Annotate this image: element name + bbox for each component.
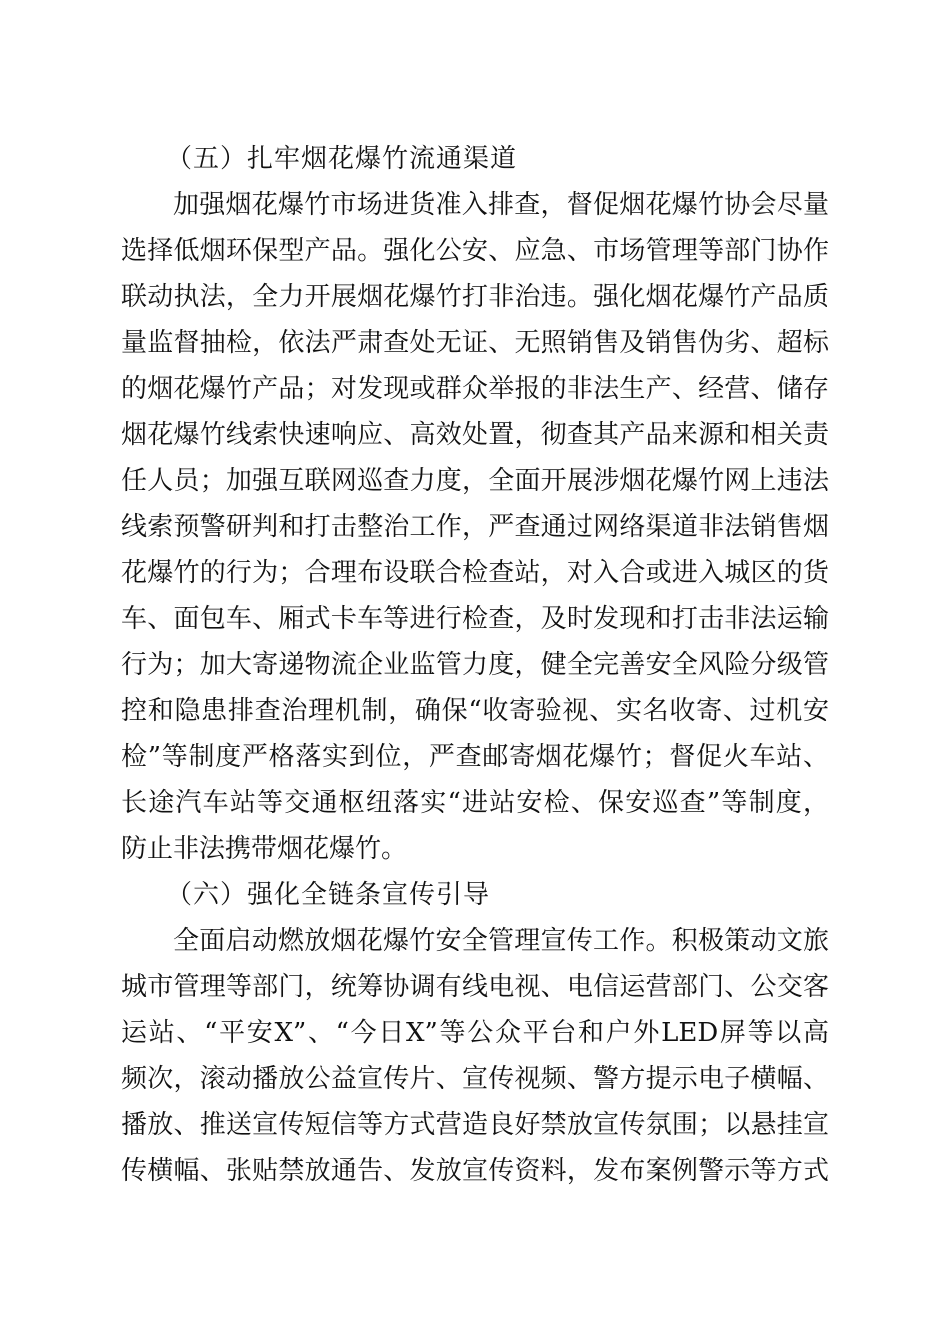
paragraph-line: 频次，滚动播放公益宣传片、宣传视频、警方提示电子横幅、 bbox=[121, 1064, 829, 1094]
paragraph-line: 选择低烟环保型产品。强化公安、应急、市场管理等部门协作 bbox=[121, 236, 829, 266]
paragraph-line: 行为；加大寄递物流企业监管力度，健全完善安全风险分级管 bbox=[121, 650, 829, 680]
paragraph-line: 防止非法携带烟花爆竹。 bbox=[121, 834, 408, 864]
paragraph-line: 长途汽车站等交通枢纽落实“进站安检、保安巡查”等制度， bbox=[121, 788, 829, 818]
paragraph-line: 花爆竹的行为；合理布设联合检查站，对入合或进入城区的货 bbox=[121, 558, 829, 588]
paragraph-line: 检”等制度严格落实到位，严查邮寄烟花爆竹；督促火车站、 bbox=[121, 742, 829, 772]
paragraph-line: 烟花爆竹线索快速响应、高效处置，彻查其产品来源和相关责 bbox=[121, 420, 829, 450]
paragraph-line: 传横幅、张贴禁放通告、发放宣传资料，发布案例警示等方式 bbox=[121, 1156, 829, 1186]
section-heading: （五）扎牢烟花爆竹流通渠道 bbox=[166, 144, 518, 174]
paragraph-line: 的烟花爆竹产品；对发现或群众举报的非法生产、经营、储存 bbox=[121, 374, 829, 404]
paragraph-line: 城市管理等部门，统筹协调有线电视、电信运营部门、公交客 bbox=[121, 972, 829, 1002]
paragraph-line: 联动执法，全力开展烟花爆竹打非治违。强化烟花爆竹产品质 bbox=[121, 282, 829, 312]
paragraph-line: 全面启动燃放烟花爆竹安全管理宣传工作。积极策动文旅 bbox=[173, 926, 829, 956]
paragraph-line: 运站、“平安X”、“今日X”等公众平台和户外LED屏等以高 bbox=[121, 1018, 829, 1048]
paragraph-line: 任人员；加强互联网巡查力度，全面开展涉烟花爆竹网上违法 bbox=[121, 466, 829, 496]
paragraph-line: 车、面包车、厢式卡车等进行检查，及时发现和打击非法运输 bbox=[121, 604, 829, 634]
paragraph-line: 线索预警研判和打击整治工作，严查通过网络渠道非法销售烟 bbox=[121, 512, 829, 542]
document-body bbox=[121, 136, 829, 1194]
paragraph-line: 量监督抽检，依法严肃查处无证、无照销售及销售伪劣、超标 bbox=[121, 328, 829, 358]
paragraph-line: 加强烟花爆竹市场进货准入排查，督促烟花爆竹协会尽量 bbox=[173, 190, 829, 220]
section-heading: （六）强化全链条宣传引导 bbox=[166, 880, 491, 910]
paragraph-line: 播放、推送宣传短信等方式营造良好禁放宣传氛围；以悬挂宣 bbox=[121, 1110, 829, 1140]
paragraph-line: 控和隐患排查治理机制，确保“收寄验视、实名收寄、过机安 bbox=[121, 696, 829, 726]
